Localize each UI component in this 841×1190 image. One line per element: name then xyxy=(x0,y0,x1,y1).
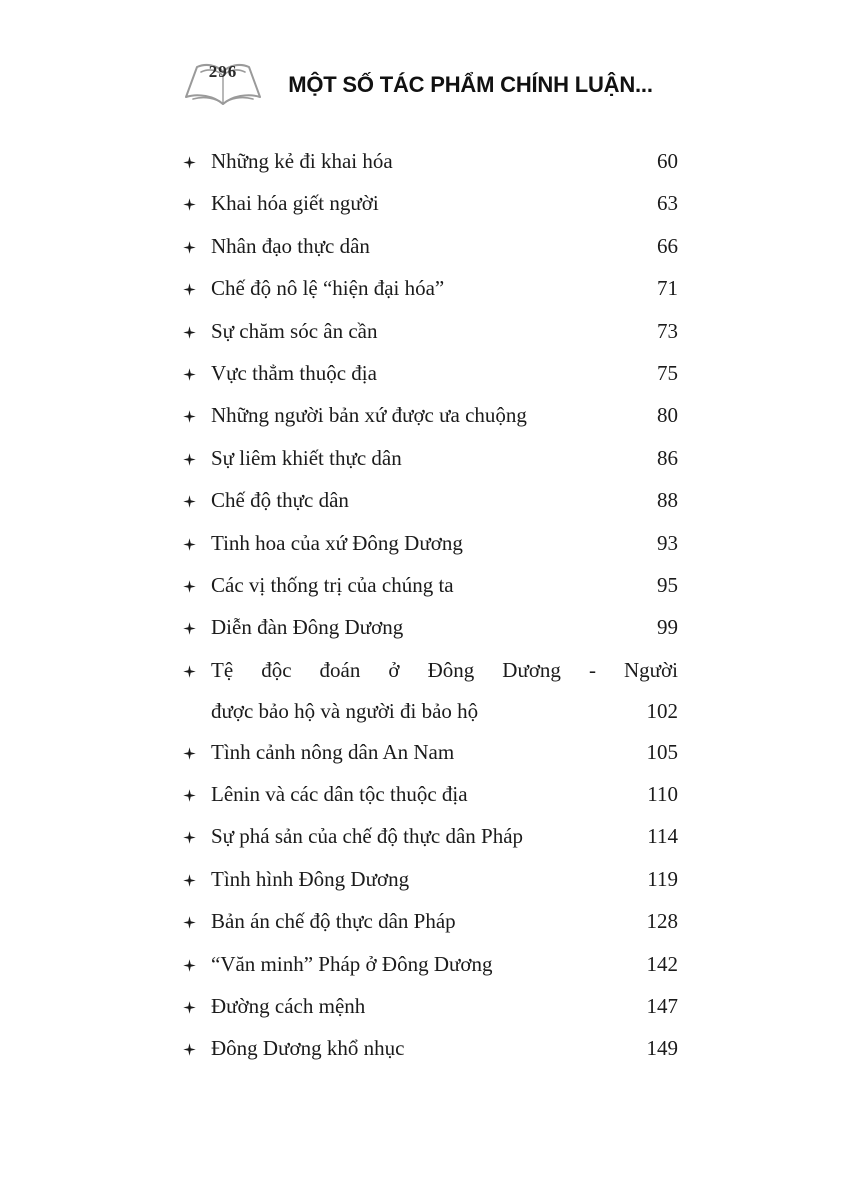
toc-entry-page: 102 xyxy=(646,698,678,723)
toc-entry xyxy=(183,479,678,521)
four-pointed-star-bullet-icon xyxy=(183,622,196,635)
four-pointed-star-bullet-icon xyxy=(183,831,196,844)
toc-entry-page: 105 xyxy=(646,739,678,764)
four-pointed-star-bullet-icon xyxy=(183,1001,196,1014)
toc-entry xyxy=(183,352,678,394)
toc-entry-title: Các vị thống trị của chúng ta xyxy=(211,572,454,597)
toc-entry xyxy=(183,267,678,309)
toc-entry-title: Sự liêm khiết thực dân xyxy=(211,445,402,470)
toc-entry-line2 xyxy=(183,692,678,731)
four-pointed-star-bullet-icon xyxy=(183,665,196,678)
star-bullet-icon xyxy=(183,734,211,776)
star-bullet-icon xyxy=(183,861,211,903)
four-pointed-star-bullet-icon xyxy=(183,959,196,972)
toc-entry xyxy=(183,985,678,1027)
four-pointed-star-bullet-icon xyxy=(183,326,196,339)
star-bullet-icon xyxy=(183,270,211,312)
toc-entry-page: 128 xyxy=(646,909,678,934)
four-pointed-star-bullet-icon xyxy=(183,747,196,760)
toc-entry-page: 80 xyxy=(657,403,678,428)
folio-number: 296 xyxy=(208,62,238,81)
toc-entry-title: Sự chăm sóc ân cần xyxy=(211,318,378,343)
star-bullet-icon xyxy=(183,440,211,482)
toc-entry-title: Đường cách mệnh xyxy=(211,994,366,1019)
star-bullet-icon xyxy=(183,228,211,270)
toc-entry-title: Tình hình Đông Dương xyxy=(211,866,410,891)
star-bullet-icon xyxy=(183,313,211,355)
toc-entry-page: 60 xyxy=(657,149,678,173)
toc-entry xyxy=(183,182,678,224)
star-bullet-icon xyxy=(183,651,211,694)
star-bullet-icon xyxy=(183,143,211,185)
toc-entry-page: 66 xyxy=(657,233,678,258)
toc-entry-title: Những người bản xứ được ưa chuộng xyxy=(211,403,527,428)
four-pointed-star-bullet-icon xyxy=(183,241,196,254)
toc-entry-page: 142 xyxy=(646,951,678,976)
toc-entry xyxy=(183,943,678,985)
toc-entry-title: Tình cảnh nông dân An Nam xyxy=(211,739,455,764)
toc-entry-title: Tệ độc đoán ở Đông Dương - Người xyxy=(211,657,678,682)
toc-entry-title: Tinh hoa của xứ Đông Dương xyxy=(211,530,463,555)
toc-entry-title: Sự phá sản của chế độ thực dân Pháp xyxy=(211,824,524,849)
toc-entry-line1 xyxy=(183,649,678,692)
toc-entry-title: Khai hóa giết người xyxy=(211,191,379,216)
toc-entry xyxy=(183,731,678,773)
toc-entry-title: Những kẻ đi khai hóa xyxy=(211,149,393,173)
four-pointed-star-bullet-icon xyxy=(183,283,196,296)
toc-entry xyxy=(183,649,678,731)
four-pointed-star-bullet-icon xyxy=(183,1043,196,1056)
toc-entry-title-continued: được bảo hộ và người đi bảo hộ xyxy=(211,698,479,723)
star-bullet-icon xyxy=(183,903,211,945)
toc-entry-page: 93 xyxy=(657,530,678,555)
toc-entry-page: 73 xyxy=(657,318,678,343)
four-pointed-star-bullet-icon xyxy=(183,156,196,169)
toc-entry-page: 114 xyxy=(647,824,678,849)
toc-entry-page: 95 xyxy=(657,572,678,597)
toc-entry xyxy=(183,394,678,436)
table-of-contents xyxy=(183,140,678,1070)
toc-entry-page: 110 xyxy=(647,782,678,807)
star-bullet-icon xyxy=(183,567,211,609)
star-bullet-icon xyxy=(183,776,211,818)
toc-entry xyxy=(183,900,678,942)
toc-entry-page: 119 xyxy=(647,866,678,891)
four-pointed-star-bullet-icon xyxy=(183,916,196,929)
four-pointed-star-bullet-icon xyxy=(183,198,196,211)
toc-entry-title: Lênin và các dân tộc thuộc địa xyxy=(211,782,468,807)
toc-entry xyxy=(183,858,678,900)
toc-entry-page: 147 xyxy=(646,994,678,1019)
toc-entry xyxy=(183,1027,678,1069)
four-pointed-star-bullet-icon xyxy=(183,538,196,551)
toc-entry-page: 149 xyxy=(646,1036,678,1061)
toc-entry xyxy=(183,437,678,479)
toc-entry-page: 71 xyxy=(657,276,678,301)
star-bullet-icon xyxy=(183,946,211,988)
star-bullet-icon xyxy=(183,818,211,860)
toc-entry xyxy=(183,815,678,857)
toc-entry-page: 99 xyxy=(657,615,678,640)
toc-entry-title: Diễn đàn Đông Dương xyxy=(211,615,404,640)
star-bullet-icon xyxy=(183,609,211,651)
four-pointed-star-bullet-icon xyxy=(183,495,196,508)
star-bullet-icon xyxy=(183,1030,211,1072)
toc-entry-page: 75 xyxy=(657,360,678,385)
toc-entry-page: 88 xyxy=(657,488,678,513)
toc-entry xyxy=(183,606,678,648)
star-bullet-icon xyxy=(183,482,211,524)
four-pointed-star-bullet-icon xyxy=(183,453,196,466)
toc-entry-page: 86 xyxy=(657,445,678,470)
toc-entry-title: Đông Dương khổ nhục xyxy=(211,1036,405,1061)
toc-entry-page: 63 xyxy=(657,191,678,216)
toc-entry-title: Chế độ thực dân xyxy=(211,488,349,513)
open-book-icon xyxy=(183,58,263,112)
star-bullet-icon xyxy=(183,525,211,567)
toc-entry xyxy=(183,773,678,815)
toc-entry xyxy=(183,310,678,352)
star-bullet-icon xyxy=(183,397,211,439)
toc-entry xyxy=(183,564,678,606)
four-pointed-star-bullet-icon xyxy=(183,410,196,423)
toc-entry xyxy=(183,522,678,564)
page-header xyxy=(183,58,678,112)
toc-entry-title: “Văn minh” Pháp ở Đông Dương xyxy=(211,951,493,976)
star-bullet-icon xyxy=(183,355,211,397)
four-pointed-star-bullet-icon xyxy=(183,789,196,802)
toc-entry xyxy=(183,225,678,267)
toc-entry-title: Vực thẳm thuộc địa xyxy=(211,360,377,385)
star-bullet-icon xyxy=(183,988,211,1030)
toc-entry-title: Chế độ nô lệ “hiện đại hóa” xyxy=(211,276,445,301)
four-pointed-star-bullet-icon xyxy=(183,580,196,593)
four-pointed-star-bullet-icon xyxy=(183,368,196,381)
toc-entry-title: Nhân đạo thực dân xyxy=(211,233,370,258)
star-bullet-icon xyxy=(183,185,211,227)
toc-entry xyxy=(183,140,678,182)
toc-entry-title: Bản án chế độ thực dân Pháp xyxy=(211,909,456,934)
running-title: MỘT SỐ TÁC PHẨM CHÍNH LUẬN... xyxy=(288,72,653,97)
four-pointed-star-bullet-icon xyxy=(183,874,196,887)
